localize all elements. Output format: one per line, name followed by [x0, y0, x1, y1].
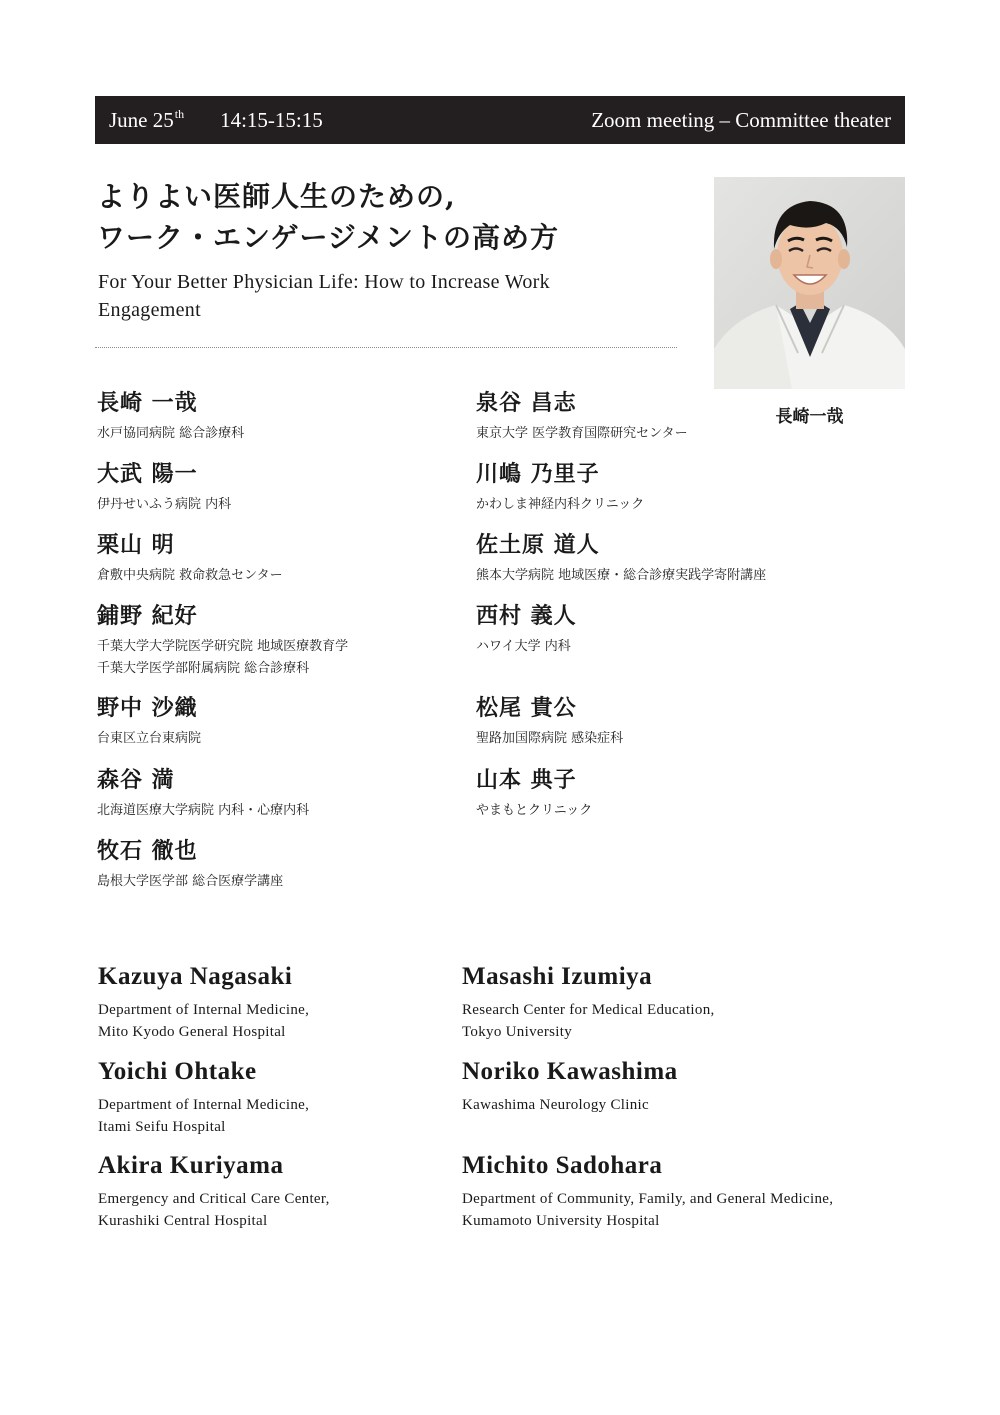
- speaker-en-name: Yoichi Ohtake: [98, 1058, 257, 1085]
- speaker-ja: [97, 602, 467, 680]
- speaker-en-name: Masashi Izumiya: [462, 963, 653, 990]
- speaker-ja: [476, 389, 846, 445]
- session-time: 14:15-15:15: [220, 107, 323, 132]
- speaker-en-affiliation: Department of Internal Medicine, Itami Seifu Hospital: [98, 1097, 310, 1135]
- speaker-ja: [476, 766, 846, 822]
- speaker-ja: [476, 602, 846, 658]
- speaker-ja-name: 長崎 一哉: [97, 390, 198, 416]
- speaker-ja-affiliation: 北海道医療大学病院 内科・心療内科: [97, 803, 310, 818]
- speaker-ja: [476, 694, 846, 750]
- speaker-ja-name: 川嶋 乃里子: [476, 461, 600, 487]
- speaker-ja-name: 大武 陽一: [97, 461, 198, 487]
- speaker-ja-affiliation: ハワイ大学 内科: [476, 639, 571, 654]
- speaker-en-name: Michito Sadohara: [462, 1152, 663, 1179]
- speaker-ja: [97, 460, 467, 516]
- speaker-photo: [714, 177, 905, 389]
- speaker-en-affiliation: Kawashima Neurology Clinic: [462, 1097, 649, 1113]
- speaker-en: [462, 962, 892, 1043]
- title-english: For Your Better Physician Life: How to Increase Work Engagement: [98, 271, 550, 321]
- title-japanese-line-1: よりよい医師人生のための,: [97, 180, 456, 213]
- speaker-ja-name: 鋪野 紀好: [97, 603, 198, 629]
- speaker-ja: [97, 694, 467, 750]
- speaker-ja-name: 山本 典子: [476, 767, 577, 793]
- speaker-ja-affiliation: かわしま神経内科クリニック: [476, 497, 645, 512]
- speaker-ja-affiliation: 伊丹せいふう病院 内科: [97, 497, 232, 512]
- speaker-ja-name: 牧石 徹也: [97, 838, 198, 864]
- speaker-ja-name: 西村 義人: [476, 603, 577, 629]
- speaker-ja-affiliation: 倉敷中央病院 救命救急センター: [97, 568, 283, 583]
- speaker-ja-name: 泉谷 昌志: [476, 390, 577, 416]
- photo-caption: 長崎一哉: [775, 407, 844, 427]
- speaker-ja: [97, 837, 467, 893]
- title-japanese: [97, 176, 697, 258]
- portrait-illustration: [714, 177, 905, 389]
- speaker-en-affiliation: Research Center for Medical Education, Tokyo University: [462, 1002, 715, 1040]
- speaker-ja-affiliation: 東京大学 医学教育国際研究センター: [476, 426, 688, 441]
- speaker-ja-affiliation: 水戸協同病院 総合診療科: [97, 426, 245, 441]
- speaker-en-name: Noriko Kawashima: [462, 1058, 678, 1085]
- speaker-ja: [97, 389, 467, 445]
- speaker-ja-affiliation: やまもとクリニック: [476, 803, 593, 818]
- speaker-ja-name: 佐土原 道人: [476, 532, 600, 558]
- speaker-en-affiliation: Department of Community, Family, and General Medicine, Kumamoto University Hospital: [462, 1191, 834, 1229]
- speaker-ja-name: 栗山 明: [97, 532, 175, 558]
- speaker-en-affiliation: Emergency and Critical Care Center, Kurashiki Central Hospital: [98, 1191, 330, 1229]
- speaker-en: [462, 1151, 892, 1232]
- session-header-bar: [95, 96, 905, 144]
- speaker-ja-name: 野中 沙織: [97, 695, 198, 721]
- speaker-ja-affiliation: 熊本大学病院 地域医療・総合診療実践学寄附講座: [476, 568, 767, 583]
- speaker-en-name: Kazuya Nagasaki: [98, 963, 293, 990]
- speaker-ja-affiliation: 島根大学医学部 総合医療学講座: [97, 874, 284, 889]
- dotted-divider: [95, 347, 677, 348]
- speaker-en: [462, 1057, 892, 1116]
- speaker-ja-name: 森谷 満: [97, 767, 175, 793]
- speaker-en-name: Akira Kuriyama: [98, 1152, 284, 1179]
- speaker-ja: [97, 766, 467, 822]
- speaker-ja: [476, 460, 846, 516]
- session-date: June 25th: [109, 107, 185, 132]
- title-japanese-line-2: ワーク・エンゲージメントの高め方: [97, 221, 560, 254]
- speaker-ja-affiliation: 千葉大学大学院医学研究院 地域医療教育学 千葉大学医学部附属病院 総合診療科: [97, 639, 349, 676]
- speaker-en-affiliation: Department of Internal Medicine, Mito Kyodo General Hospital: [98, 1002, 310, 1040]
- speaker-ja-name: 松尾 貴公: [476, 695, 577, 721]
- speaker-ja-affiliation: 台東区立台東病院: [97, 731, 202, 746]
- speaker-ja-affiliation: 聖路加国際病院 感染症科: [476, 731, 624, 746]
- session-venue: Zoom meeting – Committee theater: [591, 107, 891, 132]
- speaker-ja: [476, 531, 846, 587]
- speaker-ja: [97, 531, 467, 587]
